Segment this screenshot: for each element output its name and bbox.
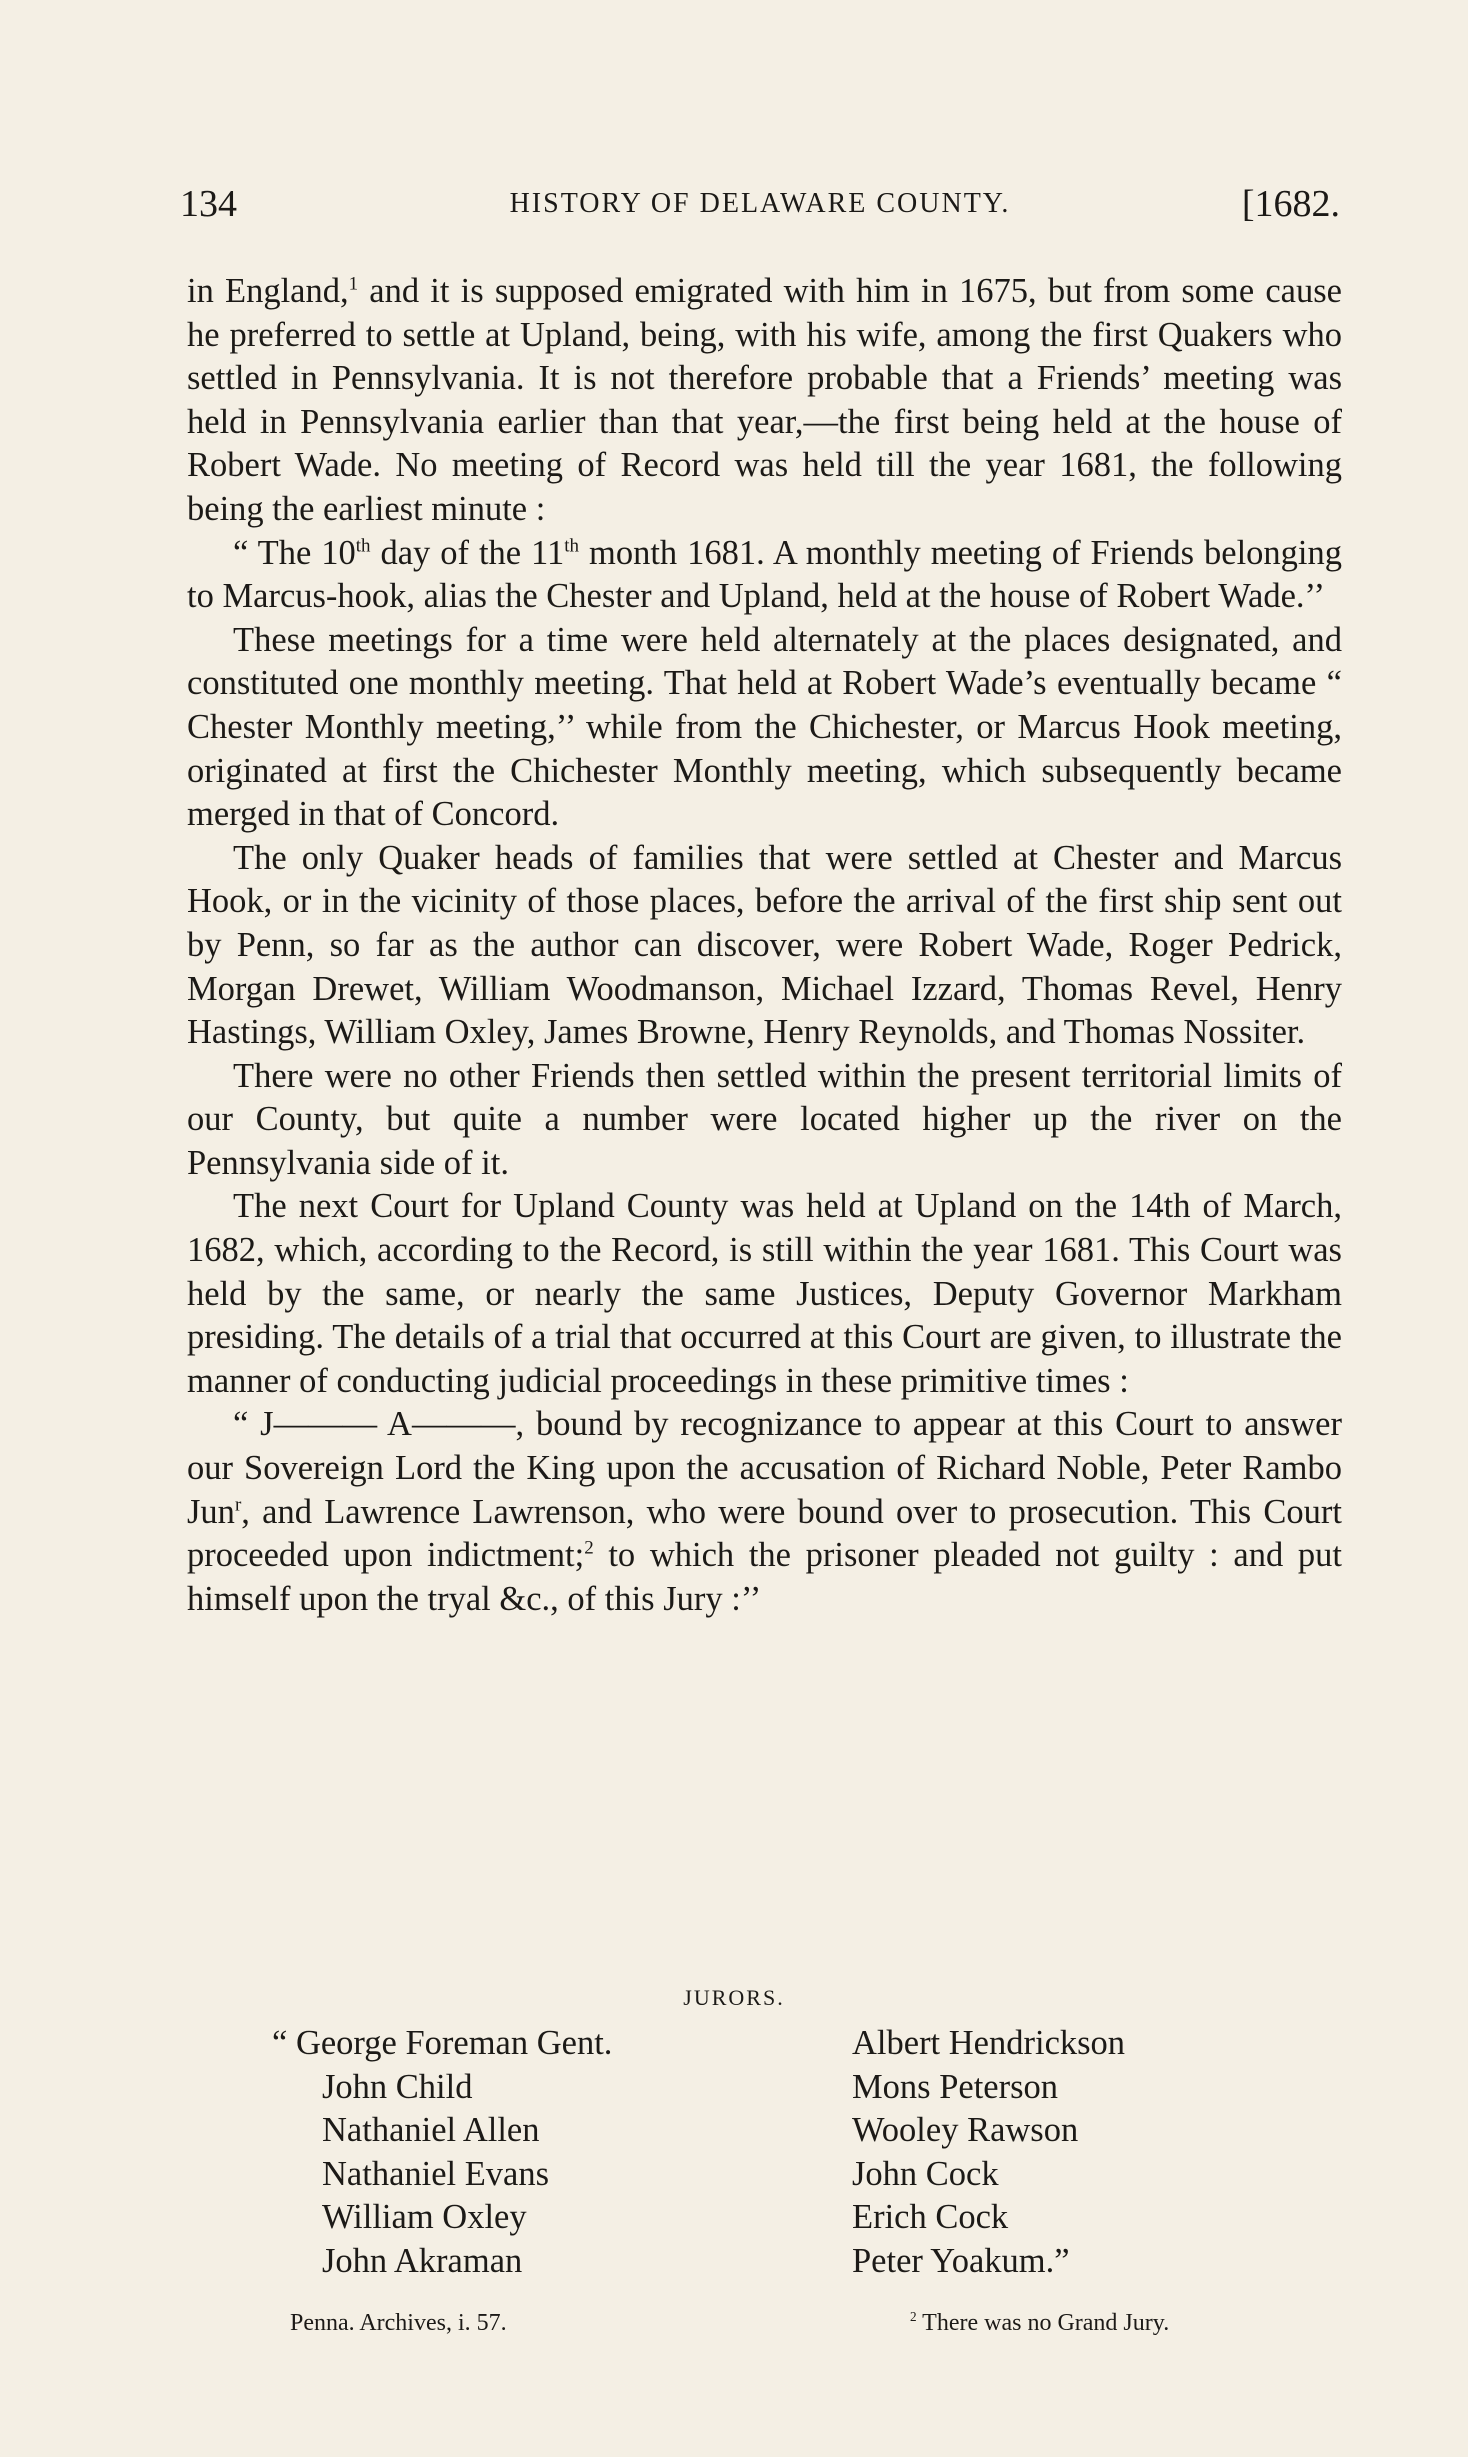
juror-name: Mons Peterson [852,2067,1059,2106]
text-run: to which the prisoner pleaded not guilty : and put himself upon the tryal &c., of this Jury :’’ [187,1536,1342,1618]
superscript: 2 [584,1537,594,1559]
juror-name: John Akraman [322,2241,523,2280]
paragraph [187,619,1342,837]
running-title: HISTORY OF DELAWARE COUNTY. [509,188,1011,219]
superscript: th [355,535,371,557]
footnote-2-text: There was no Grand Jury. [916,2310,1170,2336]
footnote-2 [910,2310,1169,2337]
juror-name: John Child [322,2067,473,2106]
paragraph [187,532,1342,619]
page-header [180,182,1340,234]
footnote-2-marker: 2 [910,2309,917,2324]
footnote-1: Penna. Archives, i. 57. [290,2310,507,2336]
text-run: day of the 11 [370,533,565,572]
paragraph [187,1055,1342,1186]
text-run: , and Lawrence Lawrenson, who were bound over to prosecution. This Court proceeded upon indictment; [187,1492,1342,1575]
text-run: The next Court for Upland County was held at Upland on the 14th of March, 1682, which, according to the Record, is still within the year 1681. This Court was held by the same, or nearly the same Justices, Deputy Governor Markham presiding. The details of a trial that occurred at this Court are given, to illustrate the manner of conducting judicial proceedings in these primitive times : [187,1187,1342,1400]
text-run: The only Quaker heads of families that were settled at Chester and Marcus Hook, or in the vicinity of those places, before the arrival of the first ship sent out by Penn, so far as the author can discover, were Robert Wade, Roger Pedrick, Morgan Drewet, William Woodmanson, Michael Izzard, Thomas Revel, Henry Hastings, William Oxley, James Browne, Henry Reynolds, and Thomas Nossiter. [187,838,1342,1052]
juror-name: Nathaniel Evans [322,2154,550,2193]
paragraph [187,1403,1342,1621]
text-run: and it is supposed emigrated with him in 1675, but from some cause he preferred to settle at Upland, being, with his wife, among the first Quakers who settled in Pennsylvania. It is not therefore probable that a Friends’ meeting was held in Pennsylvania earlier than that year,—the first being held at the house of Robert Wade. No meeting of Record was held till the year 1681, the following being the earliest minute : [187,272,1342,528]
text-run: “ J——— A———, bound by recognizance to appear at this Court to answer our Sovereign Lord the King upon the accusation of Richard Noble, Peter Rambo Jun [187,1405,1342,1531]
superscript: 1 [348,273,359,295]
text-run: month 1681. A monthly meeting of Friends belonging to Marcus-hook, alias the Chester and Upland, held at the house of Robert Wade.’’ [187,533,1342,616]
juror-name: Wooley Rawson [852,2111,1079,2150]
juror-name: Peter Yoakum.” [852,2241,1070,2280]
juror-name: Nathaniel Allen [322,2111,540,2150]
juror-name: Albert Hendrickson [852,2024,1126,2062]
superscript: th [564,535,580,557]
paragraph [187,837,1342,1055]
body-text [187,270,1342,1621]
juror-name: William Oxley [322,2198,527,2237]
text-run: in England, [187,272,349,310]
paragraph [187,270,1342,532]
jurors-left-column [272,2022,612,2284]
paragraph [187,1185,1342,1403]
juror-name: “ George Foreman Gent. [272,2024,613,2062]
jurors-heading: JURORS. [683,1985,785,2010]
text-run: There were no other Friends then settled within the present territorial limits of our County, but quite a number were located higher up the river on the Pennsylvania side of it. [187,1056,1342,1182]
superscript: r [234,1494,242,1516]
text-run: “ The 10 [233,533,356,572]
jurors-right-column [852,2022,1125,2284]
text-run: These meetings for a time were held alternately at the places designated, and constituted one monthly meeting. That held at Robert Wade’s eventually became “ Chester Monthly meeting,’’ while from the Chichester, or Marcus Hook meeting, originated at first the Chichester Monthly meeting, which subsequently became merged in that of Concord. [187,620,1342,834]
juror-name: Erich Cock [852,2198,1009,2237]
juror-name: John Cock [852,2154,999,2193]
header-year: [1682. [1241,183,1340,225]
page-number: 134 [180,183,237,225]
